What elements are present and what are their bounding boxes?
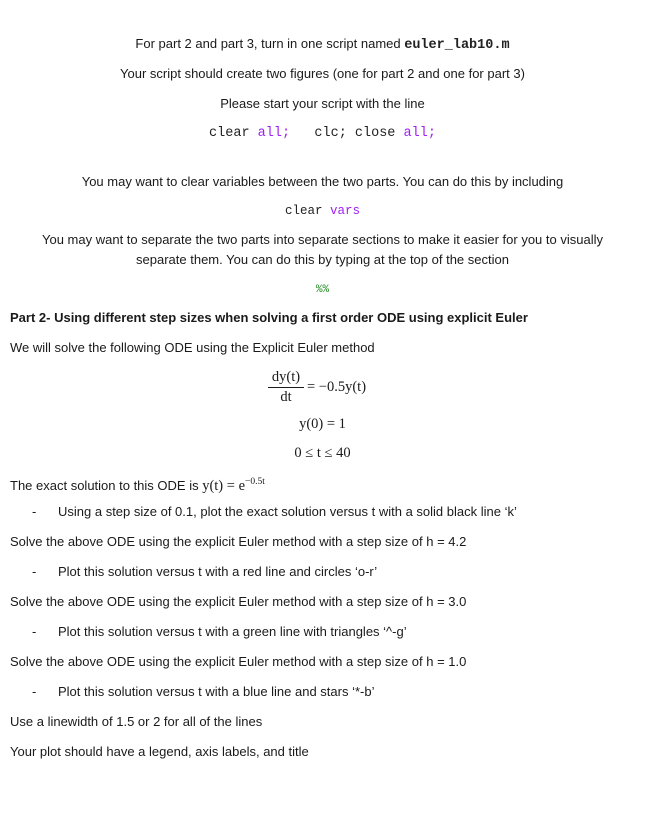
bullet-dash: -: [32, 504, 37, 519]
solve-line-1: Solve the above ODE using the explicit Euler method with a step size of h = 4.2: [10, 534, 467, 549]
bullet-dash: -: [32, 624, 37, 639]
start-code-line: [0, 126, 645, 142]
exact-solution-line: [10, 474, 265, 494]
sections-line-2: separate them. You can do this by typing at the top of the section: [136, 252, 509, 267]
exact-base: e: [238, 478, 246, 494]
intro-line-2: Your script should create two figures (one for part 2 and one for part 3): [120, 66, 525, 81]
solve-line-2: Solve the above ODE using the explicit Euler method with a step size of h = 3.0: [10, 594, 467, 609]
exact-eq: =: [223, 478, 239, 494]
ode-denominator: dt: [280, 389, 292, 405]
initial-condition: y(0) = 1: [299, 416, 346, 432]
code-close: close: [354, 126, 396, 141]
part2-title: Part 2- Using different step sizes when solving a first order ODE using explicit Euler: [10, 310, 528, 325]
code-all: all;: [257, 126, 291, 141]
bullet-4-text: Plot this solution versus t with a blue line and stars ‘*-b’: [58, 684, 375, 699]
bullet-3-text: Plot this solution versus t with a green line with triangles ‘^-g’: [58, 624, 407, 639]
bullet-4: [32, 684, 375, 700]
sections-line-1: You may want to separate the two parts into separate sections to make it easier for you to visually: [42, 232, 603, 247]
exact-lhs: y(t): [202, 478, 224, 494]
bullet-2: [32, 564, 377, 580]
intro-text: For part 2 and part 3, turn in one script named: [135, 36, 405, 51]
code-clear-vars-clear: clear: [284, 204, 323, 218]
code-clear: clear: [209, 126, 250, 141]
bullet-3: [32, 624, 407, 640]
code-clear-vars-vars: vars: [330, 204, 361, 218]
script-name: euler_lab10.m: [404, 38, 510, 53]
legend-line: Your plot should have a legend, axis labels, and title: [10, 744, 309, 759]
bullet-1-text: Using a step size of 0.1, plot the exact solution versus t with a solid black line ‘k’: [58, 504, 517, 519]
exact-solution-text: The exact solution to this ODE is: [10, 478, 203, 493]
clear-vars-text: You may want to clear variables between the two parts. You can do this by including: [81, 174, 564, 189]
ode-rhs: = −0.5y(t): [307, 379, 367, 395]
ode-numerator: dy(t): [268, 368, 304, 388]
part2-intro: We will solve the following ODE using the Explicit Euler method: [10, 340, 375, 355]
linewidth-line: Use a linewidth of 1.5 or 2 for all of the lines: [10, 714, 263, 729]
code-clc: clc;: [314, 126, 347, 141]
code-all-2: all;: [403, 126, 436, 141]
solve-line-3: Solve the above ODE using the explicit Euler method with a step size of h = 1.0: [10, 654, 467, 669]
intro-line-3: Please start your script with the line: [220, 96, 425, 111]
clear-vars-code: [0, 203, 645, 219]
section-marker-code: %%: [315, 284, 330, 296]
bullet-1: [32, 504, 517, 520]
exact-exponent: −0.5t: [245, 477, 265, 487]
ode-fraction: [268, 368, 304, 406]
bullet-2-text: Plot this solution versus t with a red line and circles ‘o-r’: [58, 564, 378, 579]
time-domain: 0 ≤ t ≤ 40: [294, 445, 351, 461]
bullet-dash: -: [32, 684, 37, 699]
bullet-dash: -: [32, 564, 37, 579]
intro-line-1: [0, 36, 645, 54]
